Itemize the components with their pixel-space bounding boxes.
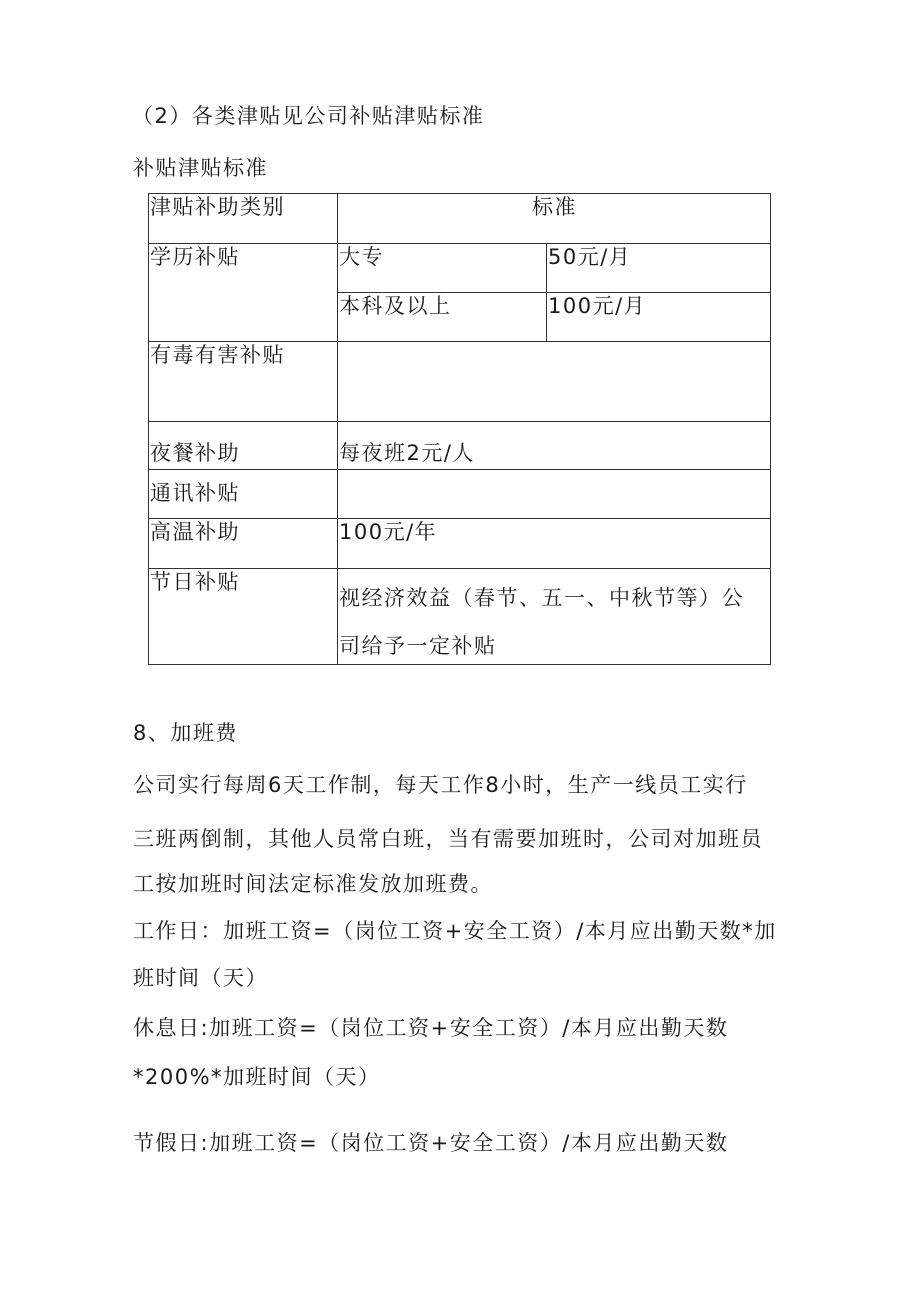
education-allowance-label: 学历补贴 bbox=[149, 244, 338, 342]
table-row bbox=[149, 422, 771, 470]
holiday-allowance-value bbox=[338, 569, 771, 665]
high-temp-allowance-value: 100元/年 bbox=[338, 519, 771, 569]
toxic-allowance-label: 有毒有害补贴 bbox=[149, 342, 338, 422]
paragraph-line: 三班两倒制，其他人员常白班，当有需要加班时，公司对加班员 bbox=[133, 827, 763, 851]
workday-formula-line: 班时间（天） bbox=[133, 966, 268, 990]
allowance-standards-table bbox=[148, 193, 771, 665]
table-row bbox=[149, 569, 771, 665]
holiday-allowance-label: 节日补贴 bbox=[149, 569, 338, 665]
telecom-allowance-label: 通讯补贴 bbox=[149, 470, 338, 519]
table-title: 补贴津贴标准 bbox=[133, 156, 268, 180]
paragraph-line: 公司实行每周6天工作制，每天工作8小时，生产一线员工实行 bbox=[133, 773, 748, 797]
table-row bbox=[149, 470, 771, 519]
toxic-allowance-value bbox=[338, 342, 771, 422]
telecom-allowance-value bbox=[338, 470, 771, 519]
education-amount-cell: 50元/月 bbox=[547, 244, 771, 293]
section-8-heading: 8、加班费 bbox=[133, 721, 238, 745]
restday-formula-line: 休息日:加班工资=（岗位工资+安全工资）/本月应出勤天数 bbox=[133, 1016, 729, 1040]
table-row bbox=[149, 519, 771, 569]
allowance-intro-line: （2）各类津贴见公司补贴津贴标准 bbox=[132, 104, 485, 128]
education-amount-cell: 100元/月 bbox=[547, 293, 771, 342]
header-standard-cell: 标准 bbox=[338, 194, 771, 244]
education-level-cell: 本科及以上 bbox=[338, 293, 547, 342]
workday-formula-line: 工作日：加班工资=（岗位工资+安全工资）/本月应出勤天数*加 bbox=[133, 919, 777, 943]
night-meal-allowance-label: 夜餐补助 bbox=[149, 422, 338, 470]
paragraph-line: 工按加班时间法定标准发放加班费。 bbox=[133, 872, 493, 896]
header-category-cell: 津贴补助类别 bbox=[149, 194, 338, 244]
table-row bbox=[149, 244, 771, 293]
holiday-formula-line: 节假日:加班工资=（岗位工资+安全工资）/本月应出勤天数 bbox=[133, 1131, 729, 1155]
night-meal-allowance-value: 每夜班2元/人 bbox=[338, 422, 771, 470]
holiday-value-line: 视经济效益（春节、五一、中秋节等）公 bbox=[339, 586, 744, 610]
restday-formula-line: *200%*加班时间（天） bbox=[133, 1065, 381, 1089]
table-row bbox=[149, 342, 771, 422]
table-header-row bbox=[149, 194, 771, 244]
education-level-cell: 大专 bbox=[338, 244, 547, 293]
holiday-value-line: 司给予一定补贴 bbox=[339, 634, 497, 658]
high-temp-allowance-label: 高温补助 bbox=[149, 519, 338, 569]
